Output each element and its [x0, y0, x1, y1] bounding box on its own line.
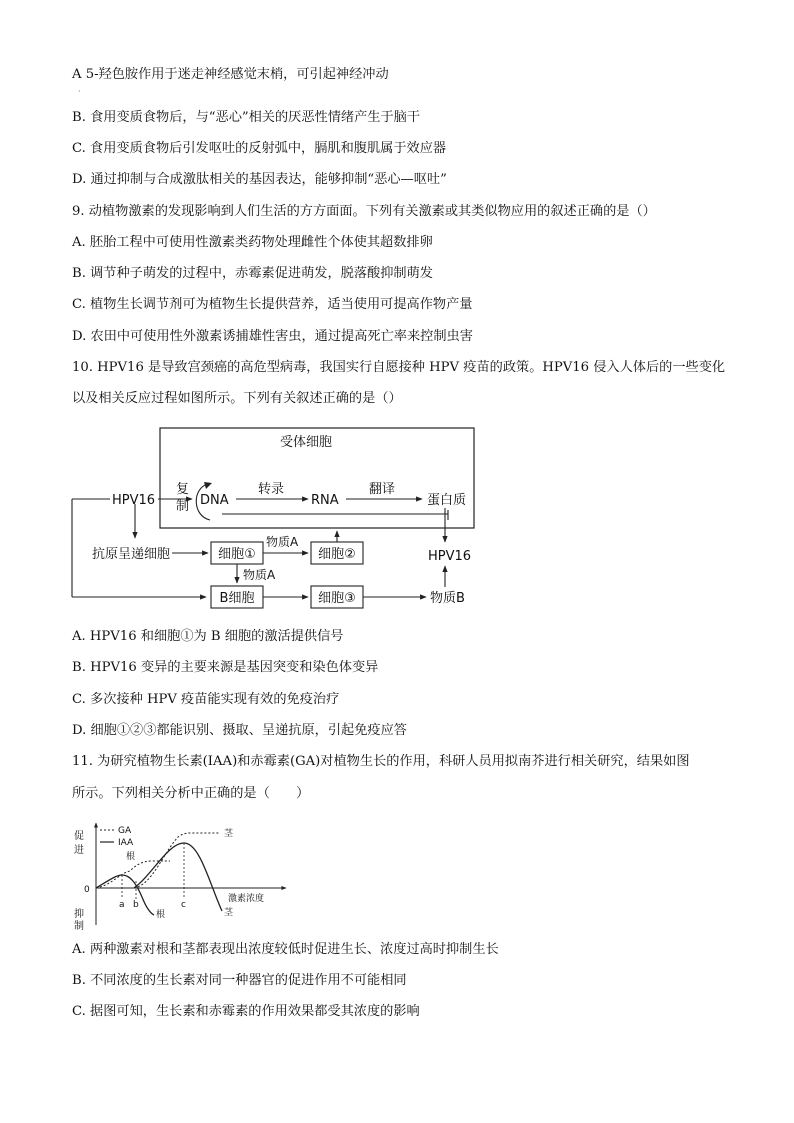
tick-b: b — [133, 900, 139, 910]
substance-b-label: 物质B — [430, 591, 465, 606]
tick-a: a — [119, 900, 125, 910]
translation-label: 翻译 — [369, 482, 396, 497]
q10-stem-line1: 10. HPV16 是导致宫颈癌的高危型病毒，我国实行自愿接种 HPV 疫苗的政策。HPV16 侵入人体后的一些变化 — [72, 360, 726, 375]
zero-label: 0 — [84, 885, 90, 895]
legend-ga: GA — [118, 826, 132, 836]
q11-stem-line2: 所示。下列相关分析中正确的是（ ） — [72, 786, 310, 801]
q10-stem-line2: 以及相关反应过程如图所示。下列有关叙述正确的是（） — [72, 391, 402, 406]
q9-stem: 9. 动植物激素的发现影响到人们生活的方方面面。下列有关激素或其类似物应用的叙述正确的是（） — [72, 204, 656, 219]
substance-a-bottom-label: 物质A — [243, 568, 276, 582]
label-stem-bottom: 茎 — [224, 908, 234, 918]
label-stem-top: 茎 — [224, 829, 234, 839]
hpv16-right-label: HPV16 — [428, 549, 472, 564]
q11-option-b: B. 不同浓度的生长素对同一种器官的促进作用不可能相同 — [72, 973, 407, 988]
iaa-root-curve — [96, 875, 154, 915]
y-label-promote-1: 促 — [74, 831, 84, 842]
x-axis-label: 激素浓度 — [228, 894, 265, 904]
q9-option-a: A. 胚胎工程中可使用性激素类药物处理雌性个体使其超数排卵 — [72, 235, 433, 250]
rna-label: RNA — [311, 493, 339, 508]
q9-option-d: D. 农田中可使用性外激素诱捕雄性害虫，通过提高死亡率来控制虫害 — [72, 329, 473, 344]
q10-option-b: B. HPV16 变异的主要来源是基因突变和染色体变异 — [72, 660, 379, 675]
q9-option-c: C. 植物生长调节剂可为植物生长提供营养，适当使用可提高作物产量 — [72, 297, 473, 312]
q11-option-c: C. 据图可知，生长素和赤霉素的作用效果都受其浓度的影响 — [72, 1004, 420, 1019]
transcription-label: 转录 — [258, 482, 285, 497]
cell3-label: 细胞③ — [318, 591, 356, 606]
q9-option-b: B. 调节种子萌发的过程中，赤霉素促进萌发，脱落酸抑制萌发 — [72, 266, 433, 281]
hpv16-immune-diagram — [0, 420, 794, 620]
tick-c: c — [181, 900, 186, 910]
replication-label-2: 制 — [176, 499, 190, 514]
label-root-bottom: 根 — [156, 910, 166, 920]
stray-dot: · — [78, 87, 81, 96]
q8-option-a: A 5-羟色胺作用于迷走神经感觉末梢，可引起神经冲动 — [72, 67, 389, 82]
q10-option-c: C. 多次接种 HPV 疫苗能实现有效的免疫治疗 — [72, 692, 340, 707]
q11-option-a: A. 两种激素对根和茎都表现出浓度较低时促进生长、浓度过高时抑制生长 — [72, 942, 499, 957]
q8-option-b: B. 食用变质食物后，与“恶心”相关的厌恶性情绪产生于脑干 — [72, 110, 421, 125]
q10-option-a: A. HPV16 和细胞①为 B 细胞的激活提供信号 — [72, 629, 344, 644]
substance-a-top-label: 物质A — [266, 535, 299, 549]
label-root-top: 根 — [126, 852, 136, 862]
hpv16-left-label: HPV16 — [112, 493, 156, 508]
apc-label: 抗原呈递细胞 — [92, 547, 171, 562]
dna-label: DNA — [200, 493, 229, 508]
cell1-label: 细胞① — [218, 547, 256, 562]
q8-option-d: D. 通过抑制与合成激肽相关的基因表达，能够抑制“恶心—呕吐” — [72, 172, 447, 187]
host-cell-label: 受体细胞 — [279, 435, 333, 450]
y-label-promote-2: 进 — [74, 845, 84, 856]
bcell-label: B细胞 — [219, 591, 255, 606]
q8-option-c: C. 食用变质食物后引发呕吐的反射弧中，膈肌和腹肌属于效应器 — [72, 141, 447, 156]
legend-iaa: IAA — [118, 838, 134, 848]
ga-root-curve — [96, 861, 170, 888]
replication-label-1: 复 — [176, 482, 190, 497]
y-label-inhibit-2: 制 — [74, 921, 84, 932]
y-label-inhibit-1: 抑 — [74, 909, 84, 920]
iaa-stem-curve — [134, 843, 222, 911]
q10-option-d: D. 细胞①②③都能识别、摄取、呈递抗原，引起免疫应答 — [72, 723, 407, 738]
q11-stem-line1: 11. 为研究植物生长素(IAA)和赤霉素(GA)对植物生长的作用，科研人员用拟南芥进行相关研究，结果如图 — [72, 754, 690, 769]
hormone-concentration-chart — [60, 815, 360, 935]
protein-label: 蛋白质 — [427, 493, 467, 508]
cell2-label: 细胞② — [318, 547, 356, 562]
ga-stem-curve — [134, 833, 220, 888]
